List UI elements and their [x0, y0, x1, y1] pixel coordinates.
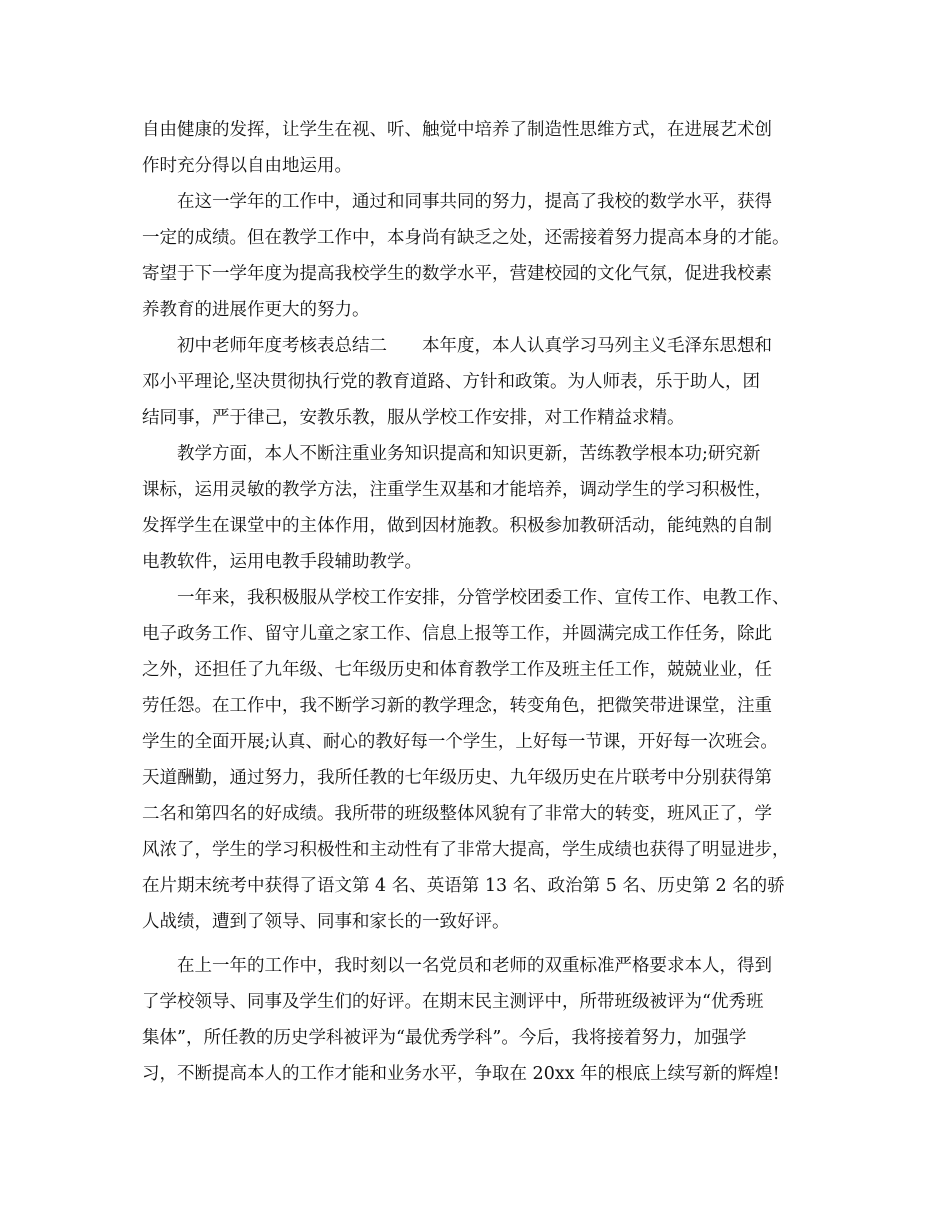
text-line: 风浓了，学生的学习积极性和主动性有了非常大提高，学生成绩也获得了明显进步，: [142, 840, 790, 860]
text-line: 集体”，所任教的历史学科被评为“最优秀学科”。今后，我将接着努力，加强学: [142, 1028, 747, 1048]
text-line: 电子政务工作、留守儿童之家工作、信息上报等工作，并圆满完成工作任务，除此: [142, 624, 772, 644]
text-line: 自由健康的发挥，让学生在视、听、触觉中培养了制造性思维方式，在进展艺术创: [142, 120, 772, 140]
text-line: 邓小平理论,坚决贯彻执行党的教育道路、方针和政策。为人师表，乐于助人，团: [142, 372, 761, 392]
text-line: 在上一年的工作中，我时刻以一名党员和老师的双重标准严格要求本人，得到: [177, 956, 772, 976]
paragraph: [142, 184, 822, 328]
text-line: 课标，运用灵敏的教学方法，注重学生双基和才能培养，调动学生的学习积极性，: [142, 480, 772, 500]
text-line: 一定的成绩。但在教学工作中，本身尚有缺乏之处，还需接着努力提高本身的才能。: [142, 228, 790, 248]
text-line: 学生的全面开展;认真、耐心的教好每一个学生，上好每一节课，开好每一次班会。: [142, 732, 778, 752]
paragraph: [142, 948, 822, 1092]
text-line: 寄望于下一学年度为提高我校学生的数学水平，营建校园的文化气氛，促进我校素: [142, 264, 772, 284]
text-line: 作时充分得以自由地运用。: [142, 156, 352, 176]
paragraph: [142, 112, 822, 184]
text-line: 在片期末统考中获得了语文第 4 名、英语第 13 名、政治第 5 名、历史第 2 名的骄: [142, 876, 785, 896]
text-line: 人战绩，遭到了领导、同事和家长的一致好评。: [142, 912, 510, 932]
paragraph: [142, 436, 822, 580]
text-line: 劳任怨。在工作中，我不断学习新的教学理念，转变角色，把微笑带进课堂，注重: [142, 696, 772, 716]
text-line: 初中老师年度考核表总结二 本年度，本人认真学习马列主义毛泽东思想和: [177, 336, 772, 356]
text-line: 在这一学年的工作中，通过和同事共同的努力，提高了我校的数学水平，获得: [177, 192, 772, 212]
text-line: 教学方面，本人不断注重业务知识提高和知识更新，苦练教学根本功;研究新: [177, 444, 761, 464]
text-line: 天道酬勤，通过努力，我所任教的七年级历史、九年级历史在片联考中分别获得第: [142, 768, 772, 788]
text-line: 电教软件，运用电教手段辅助教学。: [142, 552, 422, 572]
text-line: 之外，还担任了九年级、七年级历史和体育教学工作及班主任工作，兢兢业业，任: [142, 660, 772, 680]
text-line: 一年来，我积极服从学校工作安排，分管学校团委工作、宣传工作、电教工作、: [177, 588, 790, 608]
document-body: [142, 112, 822, 1092]
paragraph: [142, 328, 822, 436]
text-line: 二名和第四名的好成绩。我所带的班级整体风貌有了非常大的转变，班风正了，学: [142, 804, 772, 824]
text-line: 结同事，严于律己，安教乐教，服从学校工作安排，对工作精益求精。: [142, 408, 685, 428]
text-line: 了学校领导、同事及学生们的好评。在期末民主测评中，所带班级被评为“优秀班: [142, 992, 764, 1012]
paragraph: [142, 580, 822, 940]
text-line: 养教育的进展作更大的努力。: [142, 300, 370, 320]
text-line: 习，不断提高本人的工作才能和业务水平，争取在 20xx 年的根底上续写新的辉煌!: [142, 1064, 780, 1084]
text-line: 发挥学生在课堂中的主体作用，做到因材施教。积极参加教研活动，能纯熟的自制: [142, 516, 772, 536]
